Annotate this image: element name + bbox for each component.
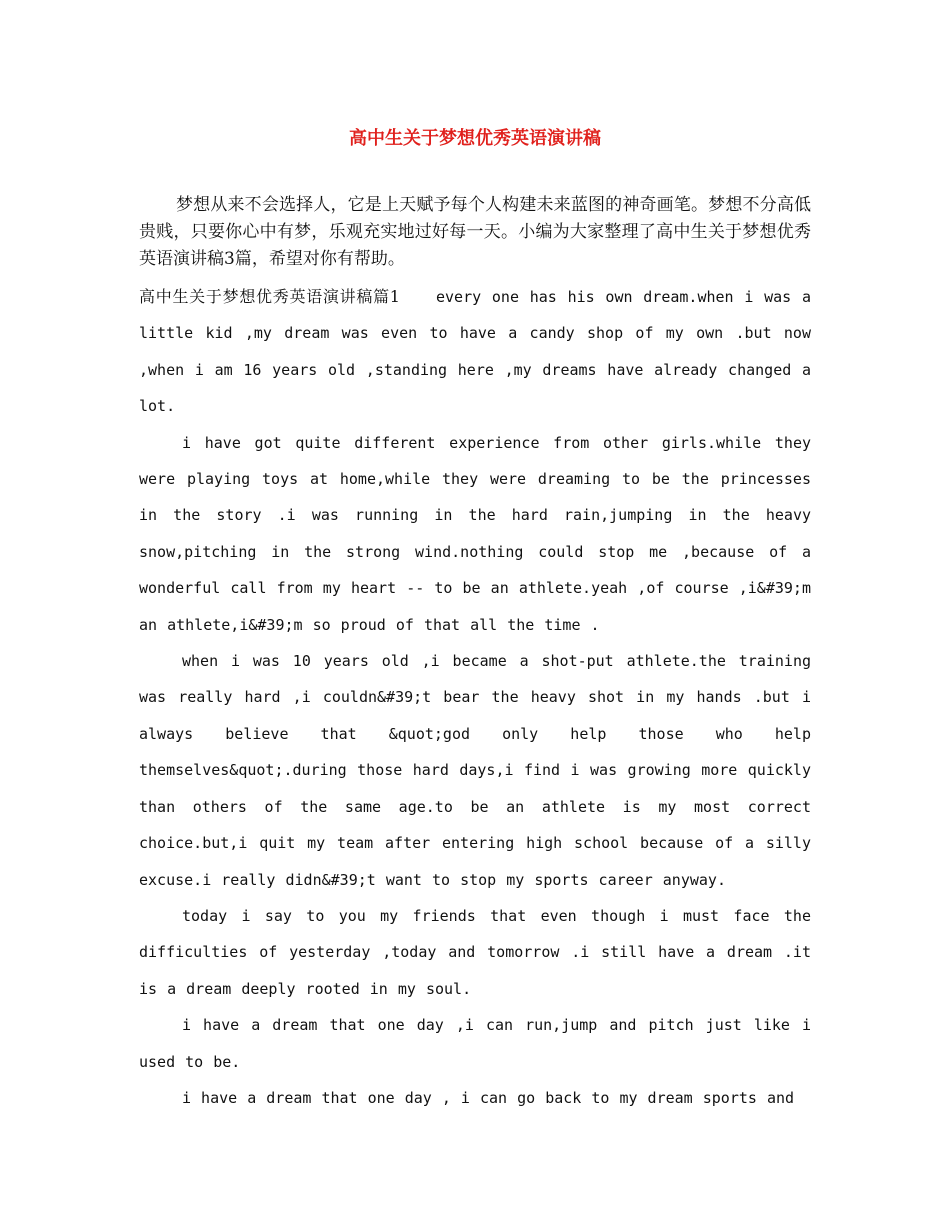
document-title: 高中生关于梦想优秀英语演讲稿 <box>349 128 601 149</box>
intro-paragraph: 梦想从来不会选择人，它是上天赋予每个人构建未来蓝图的神奇画笔。梦想不分高低贵贱，只要你心中有梦，乐观充实地过好每一天。小编为大家整理了高中生关于梦想优秀英语演讲稿3篇，希望对你有帮助。 <box>139 195 811 269</box>
paragraph: when i was 10 years old ,i became a shot-put athlete.the training was really hard ,i couldn&#39;t bear the heavy shot in my hands .but i always believe that &quot;god only help those who help themselves&quot;.during those hard days,i find i was growing more quickly than others of the same age.to be an athlete is my most correct choice.but,i quit my team after entering high school because of a silly excuse.i really didn&#39;t want to stop my sports career anyway. <box>139 652 811 889</box>
section-heading: 高中生关于梦想优秀英语演讲稿篇1 <box>139 287 400 306</box>
paragraph-text: every one has his own dream.when i was a little kid ,my dream was even to have a candy shop of my own .but now ,when i am 16 years old ,standing here ,my dreams have already changed a lot. <box>139 288 811 416</box>
paragraph: today i say to you my friends that even though i must face the difficulties of yesterday ,today and tomorrow .i still have a dream .it is a dream deeply rooted in my soul. <box>139 906 811 998</box>
first-paragraph <box>139 279 811 425</box>
paragraph: i have a dream that one day , i can go back to my dream sports and <box>182 1088 795 1107</box>
document-body <box>139 192 811 1116</box>
paragraph: i have a dream that one day ,i can run,jump and pitch just like i used to be. <box>139 1016 811 1071</box>
paragraph: i have got quite different experience from other girls.while they were playing toys at home,while they were dreaming to be the princesses in the story .i was running in the hard rain,jumping in the heavy snow,pitching in the strong wind.nothing could stop me ,because of a wonderful call from my heart -- to be an athlete.yeah ,of course ,i&#39;m an athlete,i&#39;m so proud of that all the time . <box>139 433 811 634</box>
